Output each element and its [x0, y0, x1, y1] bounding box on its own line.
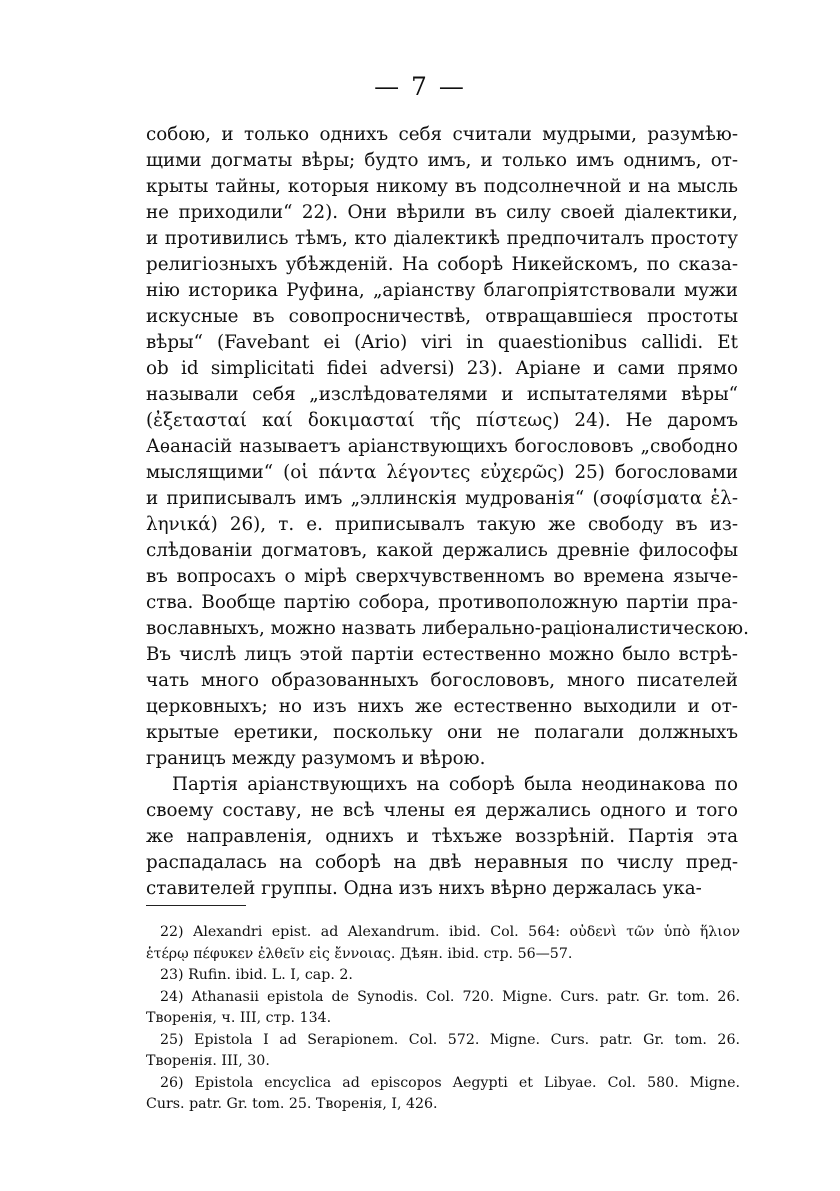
text-line: чать много образованныхъ богослововъ, много писателей	[146, 670, 738, 691]
text-line: ληνικά) 26), т. е. приписывалъ такую же свободу въ из-	[146, 514, 738, 535]
footnote	[146, 1073, 740, 1116]
text-line: Партія аріанствующихъ на соборѣ была неодинакова по	[172, 774, 738, 795]
footnote-line: 25) Epistola I ad Serapionem. Col. 572. Migne. Curs. patr. Gr. tom. 26.	[160, 1031, 740, 1048]
text-line: своему составу, не всѣ члены ея держались одного и того	[146, 800, 738, 821]
text-line: же направленія, однихъ и тѣхъже воззрѣній. Партія эта	[146, 826, 738, 847]
paragraph	[146, 122, 749, 772]
text-line: мыслящими“ (οἱ πάντα λέγοντες εὐχερῶς) 25) богословами	[146, 462, 738, 483]
text-line: Аѳанасій называетъ аріанствующихъ богослововъ „свободно	[146, 436, 738, 457]
text-line: и приписывалъ имъ „эллинскія мудрованія“ (σοφίσματα ἑλ-	[146, 488, 738, 509]
text-line: называли себя „изслѣдователями и испытателями вѣры“	[146, 384, 738, 405]
page-number: — 7 —	[374, 72, 466, 101]
footnote-line: 24) Athanasii epistola de Synodis. Col. 720. Migne. Curs. patr. Gr. tom. 26.	[160, 988, 740, 1005]
footnote-line: 26) Epistola encyclica ad episcopos Aegypti et Libyae. Col. 580. Migne.	[160, 1074, 740, 1091]
footnote	[146, 922, 740, 965]
text-line: искусные въ совопросничествѣ, отвращавшіеся простоты	[146, 306, 738, 327]
text-line: вославныхъ, можно назвать либерально-раціоналистическою.	[146, 618, 749, 639]
footnote-line: 23) Rufin. ibid. L. I, cap. 2.	[160, 967, 353, 983]
footnotes	[146, 922, 740, 1116]
footnote-line: Творенія. III, 30.	[146, 1053, 270, 1069]
text-line: въ вопросахъ о мірѣ сверхчувственномъ во времена языче-	[146, 566, 738, 587]
text-line: щими догматы вѣры; будто имъ, и только имъ однимъ, от-	[146, 150, 738, 171]
text-line: ставителей группы. Одна изъ нихъ вѣрно держалась ука-	[146, 878, 702, 899]
text-line: крыты тайны, которыя никому въ подсолнечной и на мысль	[146, 176, 738, 197]
footnote-line: 22) Alexandri epist. ad Alexandrum. ibid. Col. 564: οὐδενὶ τῶν ὑπὸ ἥλιον	[160, 924, 740, 940]
footnote-line: Curs. patr. Gr. tom. 25. Творенія, I, 426.	[146, 1096, 438, 1112]
text-line: собою, и только однихъ себя считали мудрыми, разумѣю-	[146, 124, 738, 145]
body-text	[146, 122, 749, 902]
text-line: ob id simplicitati fidei adversi) 23). Аріане и сами прямо	[146, 358, 738, 379]
text-line: нію историка Руфина, „аріанству благопріятствовали мужи	[146, 280, 738, 301]
paragraph	[146, 772, 738, 902]
text-line: границъ между разумомъ и вѣрою.	[146, 748, 486, 769]
footnote	[146, 965, 740, 987]
text-line: слѣдованіи догматовъ, какой держались древніе философы	[146, 540, 738, 561]
text-line: Въ числѣ лицъ этой партіи естественно можно было встрѣ-	[146, 644, 738, 665]
text-line: крытые еретики, поскольку они не полагали должныхъ	[146, 722, 738, 743]
text-line: распадалась на соборѣ на двѣ неравныя по числу пред-	[146, 852, 738, 873]
text-line: церковныхъ; но изъ нихъ же естественно выходили и от-	[146, 696, 738, 717]
footnote	[146, 1030, 740, 1073]
footnote-line: Творенія, ч. III, стр. 134.	[146, 1010, 332, 1026]
text-line: религіозныхъ убѣжденій. На соборѣ Никейскомъ, по сказа-	[146, 254, 738, 275]
footnote	[146, 987, 740, 1030]
text-line: не приходили“ 22). Они вѣрили въ силу своей діалектики,	[146, 202, 738, 223]
text-line: (ἐξετασταί καί δοκιμασταί τῆς πίστεως) 24). Не даромъ	[146, 410, 738, 431]
paragraphs	[146, 122, 749, 902]
footnote-divider	[146, 905, 246, 906]
text-line: вѣры“ (Favebant ei (Ario) viri in quaestionibus callidi. Et	[146, 332, 738, 353]
footnote-line: ἑτέρῳ πέφυκεν ἐλθεῖν εἰς ἔννοιας. Дѣян. ibid. стр. 56—57.	[146, 945, 573, 962]
text-line: ства. Вообще партію собора, противоположную партіи пра-	[146, 592, 738, 613]
text-line: и противились тѣмъ, кто діалектикѣ предпочиталъ простоту	[146, 228, 738, 249]
